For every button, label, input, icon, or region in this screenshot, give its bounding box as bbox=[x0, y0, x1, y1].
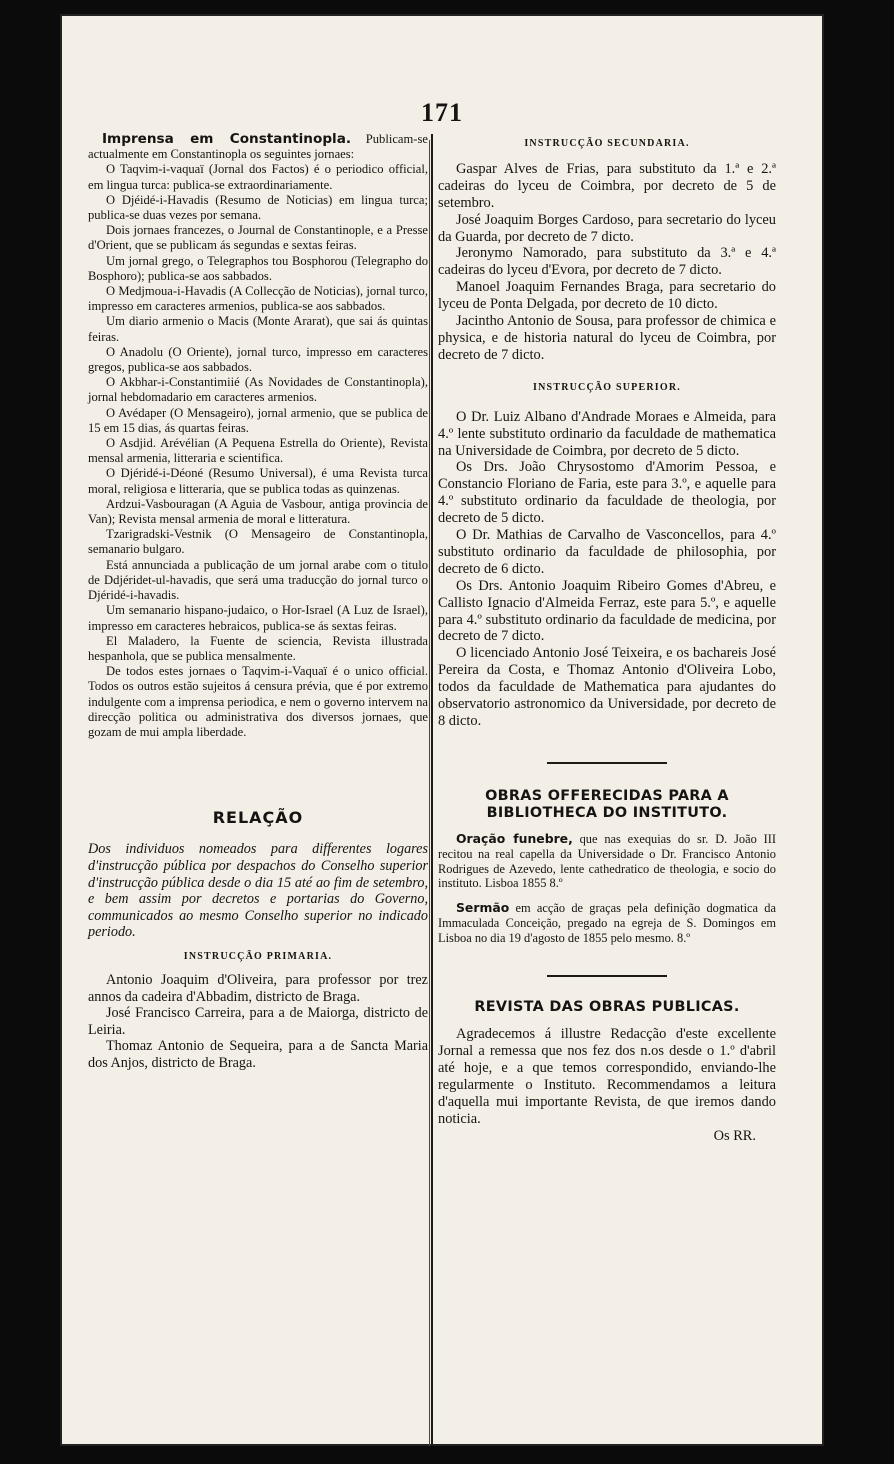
superior-entry: O licenciado Antonio José Teixeira, e os bachareis José Pereira da Costa, e Thomaz Antonio d'Oliveira Lobo, todos da faculdade de Mathematica para ajudantes do observatorio astronomico da Universidade, por decreto de 8 dicto. bbox=[438, 645, 776, 729]
journal-paragraph: Tzarigradski-Vestnik (O Mensageiro de Constantinopla, semanario bulgaro. bbox=[88, 527, 428, 557]
revista-title: REVISTA DAS OBRAS PUBLICAS. bbox=[474, 999, 740, 1016]
journal-paragraph: O Akbhar-i-Constantimiié (As Novidades de Constantinopla), jornal hebdomadario em caracteres armenios. bbox=[88, 375, 428, 405]
secundaria-entry: Gaspar Alves de Frias, para substituto da 1.ª e 2.ª cadeiras do lyceu de Coimbra, por decreto de 5 de setembro. bbox=[438, 160, 776, 211]
journal-paragraph: Está annunciada a publicação de um jornal arabe com o titulo de Ddjéridet-ul-havadis, que será uma traducção do jornal turco o Djéridé-i-havadis. bbox=[88, 557, 428, 603]
column-divider-shadow bbox=[429, 140, 430, 1446]
superior-title: INSTRUCÇÃO SUPERIOR. bbox=[533, 381, 681, 393]
journal-paragraph: El Maladero, la Fuente de sciencia, Revista illustrada hespanhola, que se publica mensalmente. bbox=[88, 633, 428, 663]
obras-entry bbox=[438, 832, 776, 891]
primaria-entry: Antonio Joaquim d'Oliveira, para professor por trez annos da cadeira d'Abbadim, districto de Braga. bbox=[88, 972, 428, 1005]
newspaper-page bbox=[60, 14, 824, 1446]
obras-entry bbox=[438, 901, 776, 945]
revista-text: Agradecemos á illustre Redacção d'este excellente Jornal a remessa que nos fez dos n.os desde o 1.º d'abril até hoje, e a que temos correspondido, enviando-lhe regularmente o Instituto. Recommendamos a leitura d'aquella mui importante Revista, de que iremos dando noticia. bbox=[438, 1026, 776, 1128]
superior-entry: O Dr. Luiz Albano d'Andrade Moraes e Almeida, para 4.º lente substituto ordinario da faculdade de mathematica na Universidade de Coimbra, por decreto de 5 dicto. bbox=[438, 408, 776, 459]
section-rule bbox=[547, 762, 667, 764]
journal-paragraph: O Djéidé-i-Havadis (Resumo de Noticias) em lingua turca; publica-se duas vezes por semana. bbox=[88, 192, 428, 223]
page-number: 171 bbox=[421, 98, 463, 127]
journal-paragraph: Um diario armenio o Macis (Monte Ararat), que sai ás quintas feiras. bbox=[88, 314, 428, 344]
section-rule bbox=[547, 975, 667, 977]
obras-title: OBRAS OFFERECIDAS PARA A BIBLIOTHECA DO INSTITUTO. bbox=[485, 787, 729, 821]
journal-paragraph: O Djéridé-i-Déoné (Resumo Universal), é uma Revista turca moral, religiosa e litteraria, que se publica todas as quinzenas. bbox=[88, 466, 428, 496]
journal-paragraph: Dois jornaes francezes, o Journal de Constantinople, e a Presse d'Orient, que se publicam ás segundas e sextas feiras. bbox=[88, 223, 428, 253]
secundaria-entry: José Joaquim Borges Cardoso, para secretario do lyceu da Guarda, por decreto de 7 dicto. bbox=[438, 211, 776, 245]
lead-heading: Imprensa em Constantinopla. bbox=[102, 131, 352, 147]
obras-entry-text: em acção de graças pela definição dogmatica da Immaculada Conceição, pregado na egreja de S. Domingos em Lisboa no dia 19 d'agosto de 1855 pelo mesmo. 8.º bbox=[438, 901, 776, 945]
left-column bbox=[88, 132, 428, 1072]
journal-paragraph: O Asdjid. Arévélian (A Pequena Estrella do Oriente), Revista mensal armenia, litteraria e scientifica. bbox=[88, 436, 428, 466]
superior-entry: O Dr. Mathias de Carvalho de Vasconcellos, para 4.º substituto ordinario da faculdade de philosophia, por decreto de 6 dicto. bbox=[438, 527, 776, 577]
journal-paragraph: Um semanario hispano-judaico, o Hor-Israel (A Luz de Israel), impresso em caracteres hebraicos, publica-se ás sextas feiras. bbox=[88, 603, 428, 633]
journal-paragraph: O Taqvim-i-vaquaï (Jornal dos Factos) é o periodico official, em lingua turca: publica-se extraordinariamente. bbox=[88, 162, 428, 192]
lead-text: Publicam-se actualmente em Constantinopla os seguintes jornaes: bbox=[88, 132, 428, 162]
column-divider bbox=[431, 134, 433, 1446]
lead-paragraph bbox=[88, 132, 428, 162]
journal-paragraph: O Medjmoua-i-Havadis (A Collecção de Noticias), jornal turco, impresso em caracteres armenios, publica-se aos sabbados. bbox=[88, 284, 428, 314]
journal-paragraph: Um jornal grego, o Telegraphos tou Bosphorou (Telegrapho do Bosphoro); publica-se aos sabbados. bbox=[88, 253, 428, 283]
superior-entry: Os Drs. João Chrysostomo d'Amorim Pessoa, e Constancio Floriano de Faria, este para 3.º, e aquelle para 4.º substituto ordinario da faculdade de theologia, por decreto de 5 dicto. bbox=[438, 459, 776, 527]
journal-paragraph: Ardzui-Vasbouragan (A Aguia de Vasbour, antiga provincia de Van); Revista mensal armenia de moral e litteratura. bbox=[88, 496, 428, 527]
primaria-title: INSTRUCÇÃO PRIMARIA. bbox=[183, 950, 333, 962]
secundaria-title: INSTRUCÇÃO SECUNDARIA. bbox=[524, 138, 690, 149]
superior-entry: Os Drs. Antonio Joaquim Ribeiro Gomes d'Abreu, e Callisto Ignacio d'Almeida Ferraz, este para 5.º, e aquelle para 4.º substituto ordinario da faculdade de medicina, por decreto de 7 dicto. bbox=[438, 577, 776, 645]
journal-paragraph: O Anadolu (O Oriente), jornal turco, impresso em caracteres gregos, publica-se aos sabbados. bbox=[88, 344, 428, 375]
secundaria-entry: Jeronymo Namorado, para substituto da 3.ª e 4.ª cadeiras do lyceu d'Evora, por decreto de 7 dicto. bbox=[438, 245, 776, 279]
signature: Os RR. bbox=[713, 1127, 756, 1144]
secundaria-entry: Manoel Joaquim Fernandes Braga, para secretario do lyceu de Ponta Delgada, por decreto de 10 dicto. bbox=[438, 279, 776, 313]
relacao-title: RELAÇÃO bbox=[212, 808, 304, 828]
obras-entry-lead: Sermão bbox=[456, 900, 510, 916]
obras-entry-text: que nas exequias do sr. D. João III recitou na real capella da Universidade o Dr. Francisco Antonio Rodrigues de Azevedo, lente cathedratico de theologia, e socio do instituto. Lisboa 1855 8.º bbox=[438, 831, 776, 891]
journal-paragraph: O Avédaper (O Mensageiro), jornal armenio, que se publica de 15 em 15 dias, ás quartas feiras. bbox=[88, 405, 428, 435]
relacao-intro: Dos individuos nomeados para differentes logares d'instrucção pública por despachos do Conselho superior d'instrucção pública desde o dia 15 até ao fim de setembro, e bem assim por decretos e portarias do Governo, communicados ao mesmo Conselho superior no indicado periodo. bbox=[88, 841, 428, 941]
journal-paragraph: De todos estes jornaes o Taqvim-i-Vaquaï é o unico official. Todos os outros estão sujeitos á censura prévia, que é por extremo indulgente com a imprensa periodica, e nem o governo intervem na direcção politica ou administrativa dos diversos jornaes, que gozam de mui ampla liberdade. bbox=[88, 664, 428, 739]
secundaria-entry: Jacintho Antonio de Sousa, para professor de chimica e physica, e de historia natural do lyceu de Coimbra, por decreto de 7 dicto. bbox=[438, 313, 776, 363]
primaria-entry: José Francisco Carreira, para a de Maiorga, districto de Leiria. bbox=[88, 1005, 428, 1038]
right-column bbox=[438, 132, 776, 1145]
obras-entry-lead: Oração funebre, bbox=[456, 830, 573, 846]
primaria-entry: Thomaz Antonio de Sequeira, para a de Sancta Maria dos Anjos, districto de Braga. bbox=[88, 1038, 428, 1072]
